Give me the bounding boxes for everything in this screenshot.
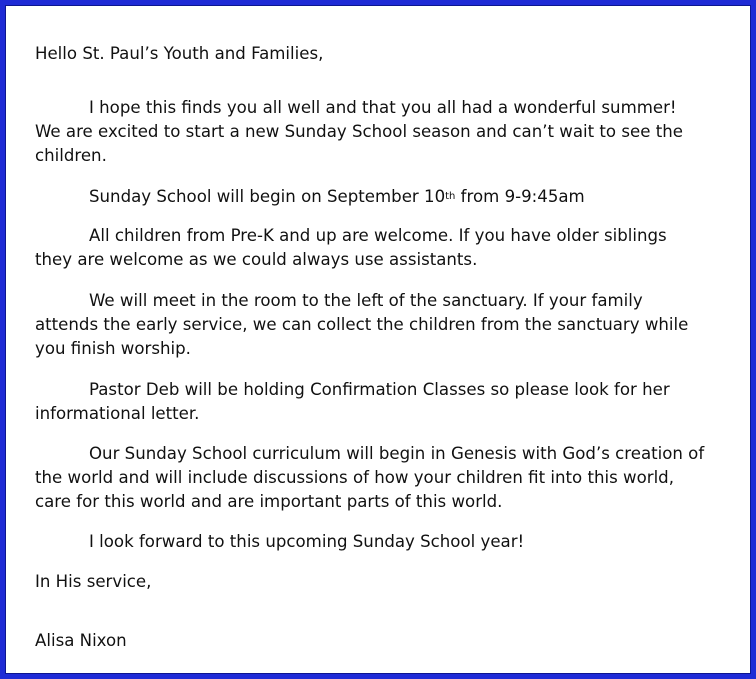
greeting: Hello St. Paul’s Youth and Families, — [35, 44, 324, 63]
signature: Alisa Nixon — [35, 631, 127, 650]
paragraph-6-line-2: the world and will include discussions of how your children fit into this world, — [35, 468, 674, 487]
paragraph-7: I look forward to this upcoming Sunday School year! — [89, 532, 525, 551]
paragraph-3-line-2: they are welcome as we could always use assistants. — [35, 250, 478, 269]
paragraph-1-line-1: I hope this finds you all well and that you all had a wonderful summer! — [89, 98, 677, 117]
closing: In His service, — [35, 572, 152, 591]
date-ordinal-suffix: th — [445, 191, 456, 202]
start-date-text: Sunday School will begin on September 10 — [89, 187, 446, 206]
start-time-text: from 9-9:45am — [455, 187, 585, 206]
paragraph-6-line-3: care for this world and are important parts of this world. — [35, 492, 503, 511]
paragraph-4-line-3: you finish worship. — [35, 339, 191, 358]
paragraph-3-line-1: All children from Pre-K and up are welcome. If you have older siblings — [89, 226, 667, 245]
paragraph-5-line-2: informational letter. — [35, 404, 200, 423]
paragraph-4-line-2: attends the early service, we can collect the children from the sanctuary while — [35, 315, 689, 334]
paragraph-6-line-1: Our Sunday School curriculum will begin in Genesis with God’s creation of — [89, 444, 705, 463]
paragraph-2-start-date — [89, 185, 585, 209]
paragraph-1-line-3: children. — [35, 146, 107, 165]
paragraph-5-line-1: Pastor Deb will be holding Confirmation Classes so please look for her — [89, 380, 670, 399]
paragraph-1-line-2: We are excited to start a new Sunday School season and can’t wait to see the — [35, 122, 683, 141]
paragraph-4-line-1: We will meet in the room to the left of the sanctuary. If your family — [89, 291, 643, 310]
